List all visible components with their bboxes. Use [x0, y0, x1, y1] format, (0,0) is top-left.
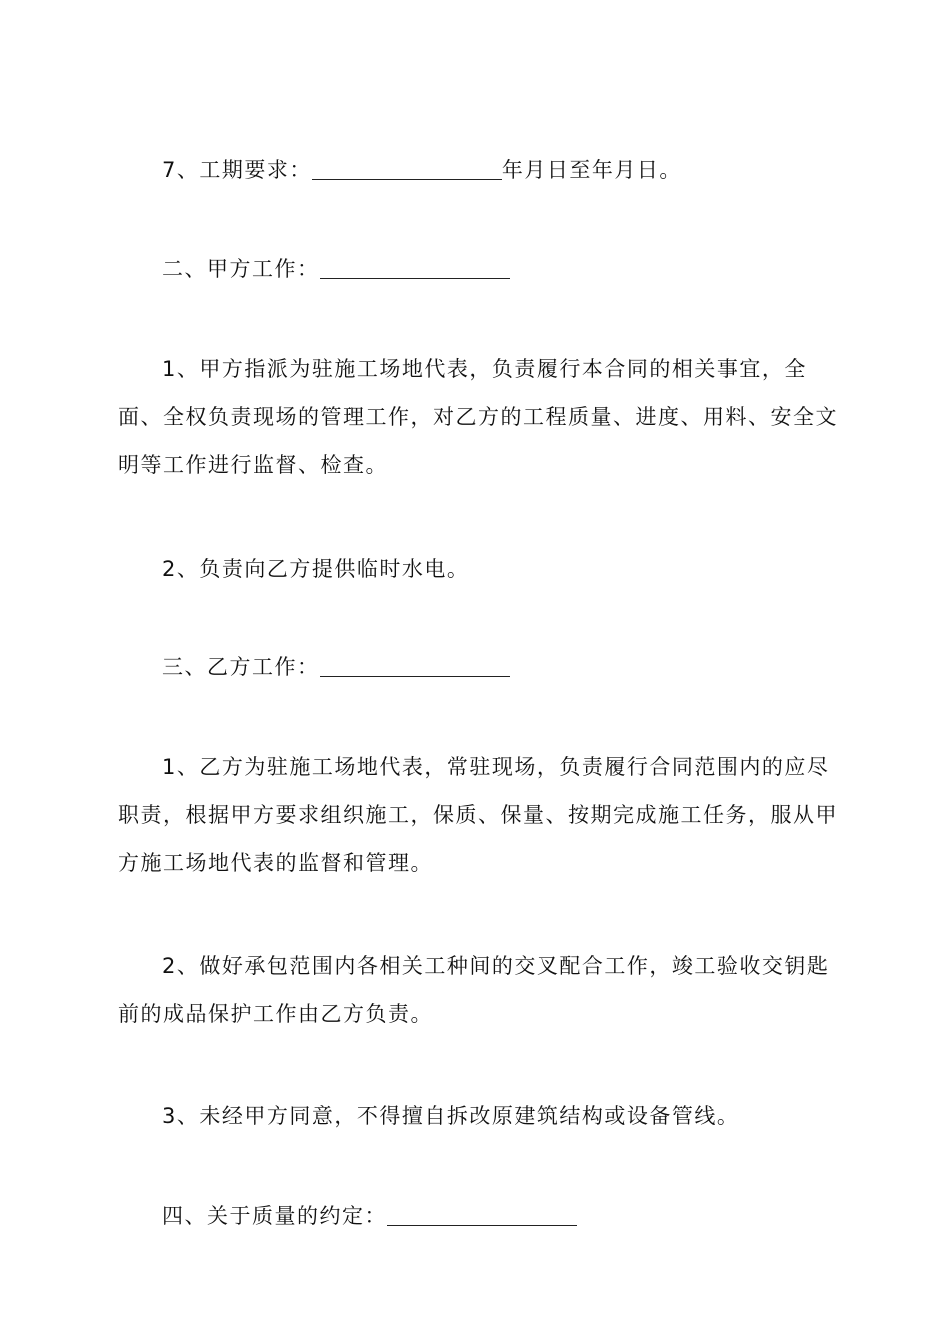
section-heading-text: 三、乙方工作： — [162, 655, 320, 679]
paragraph-party-a-item-1: 1、甲方指派为驻施工场地代表，负责履行本合同的相关事宜，全面、全权负责现场的管理工作，对乙方的工程质量、进度、用料、安全文明等工作进行监督、检查。 — [118, 357, 838, 477]
fill-in-blank[interactable] — [312, 155, 502, 180]
section-heading-text: 四、关于质量的约定： — [162, 1204, 387, 1228]
paragraph-lead-text: 7、工期要求： — [162, 158, 312, 182]
section-heading-party-b-work — [118, 643, 838, 691]
paragraph-party-b-item-2: 2、做好承包范围内各相关工种间的交叉配合工作，竣工验收交钥匙前的成品保护工作由乙方负责。 — [118, 954, 830, 1026]
paragraph-party-b-item-3: 3、未经甲方同意，不得擅自拆改原建筑结构或设备管线。 — [162, 1104, 740, 1128]
fill-in-blank[interactable] — [320, 254, 510, 279]
fill-in-blank[interactable] — [320, 652, 510, 677]
fill-in-blank[interactable] — [387, 1201, 577, 1226]
paragraph-schedule-requirement — [118, 146, 838, 194]
section-heading-text: 二、甲方工作： — [162, 257, 320, 281]
paragraph-party-b-item-1: 1、乙方为驻施工场地代表，常驻现场，负责履行合同范围内的应尽职责，根据甲方要求组织施工，保质、保量、按期完成施工任务，服从甲方施工场地代表的监督和管理。 — [118, 755, 838, 875]
paragraph-trailing-text: 年月日至年月日。 — [501, 158, 682, 182]
paragraph-party-a-item-2: 2、负责向乙方提供临时水电。 — [162, 557, 470, 581]
section-heading-party-a-work — [118, 245, 838, 293]
section-heading-quality-agreement — [118, 1192, 838, 1240]
